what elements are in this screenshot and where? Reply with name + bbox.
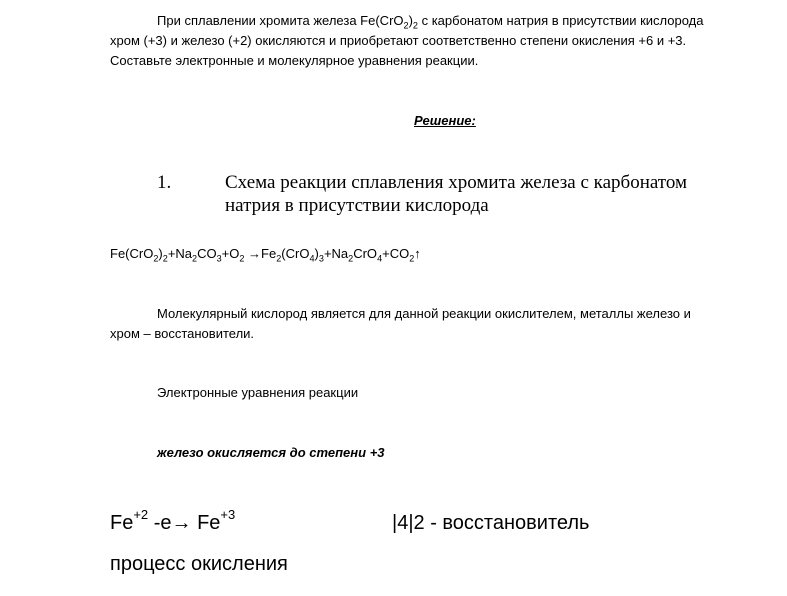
- equation-part: →Fe: [244, 246, 277, 261]
- equation-part: CrO: [353, 246, 378, 261]
- intro-text-b: ): [408, 13, 413, 28]
- equation-subscript: 3: [318, 253, 324, 264]
- reaction-coefficients: |4|2 - восстановитель: [392, 512, 590, 534]
- reaction-equation: [110, 246, 421, 264]
- equation-subscript: 2: [162, 253, 168, 264]
- intro-sub-1: 2: [403, 20, 409, 31]
- intro-line-1: [157, 13, 704, 31]
- equation-part: CO: [197, 246, 217, 261]
- equation-subscript: 2: [192, 253, 198, 264]
- equation-part: +Na: [323, 246, 349, 261]
- process-label: процесс окисления: [110, 553, 288, 575]
- equation-subscript: 4: [377, 253, 383, 264]
- intro-text-c: с карбонатом натрия в присутствии кислорода: [417, 13, 704, 28]
- charge-right: +3: [220, 506, 236, 522]
- intro-line-3: Составьте электронные и молекулярное уравнения реакции.: [110, 53, 479, 68]
- equation-part: ): [158, 246, 163, 261]
- equation-part: Fe(CrO: [110, 246, 154, 261]
- equation-part: +O: [221, 246, 240, 261]
- equation-part: ↑: [414, 246, 421, 261]
- equation-subscript: 3: [216, 253, 222, 264]
- charge-left: +2: [133, 506, 149, 522]
- step-title-line-2: натрия в присутствии кислорода: [225, 195, 489, 216]
- equation-part: +Na: [167, 246, 193, 261]
- step-title-line-1: Схема реакции сплавления хромита железа с карбонатом: [225, 172, 688, 193]
- step-number: 1.: [157, 172, 172, 193]
- iron-oxidation-heading: железо окисляется до степени +3: [157, 445, 385, 460]
- solution-heading: Решение:: [414, 113, 476, 128]
- equation-subscript: 4: [309, 253, 315, 264]
- equation-subscript: 2: [348, 253, 354, 264]
- equation-subscript: 2: [409, 253, 415, 264]
- fe-left: Fe: [110, 512, 134, 534]
- half-reaction: [110, 506, 236, 534]
- intro-line-2: хром (+3) и железо (+2) окисляются и приобретают соответственно степени окисления +6 и +3.: [110, 33, 687, 48]
- equation-subscript: 2: [276, 253, 282, 264]
- equation-part: (CrO: [281, 246, 310, 261]
- equation-subscript: 2: [153, 253, 159, 264]
- equation-subscript: 2: [239, 253, 245, 264]
- half-reaction-middle: -e→ Fe: [148, 512, 221, 534]
- oxidizer-line-1: Молекулярный кислород является для данной реакции окислителем, металлы железо и: [157, 306, 691, 321]
- intro-text-a: При сплавлении хромита железа Fe(CrO: [157, 13, 404, 28]
- oxidizer-line-2: хром – восстановители.: [110, 326, 255, 341]
- electronic-heading: Электронные уравнения реакции: [157, 385, 359, 400]
- intro-sub-2: 2: [412, 20, 418, 31]
- equation-part: ): [314, 246, 319, 261]
- equation-part: +CO: [382, 246, 410, 261]
